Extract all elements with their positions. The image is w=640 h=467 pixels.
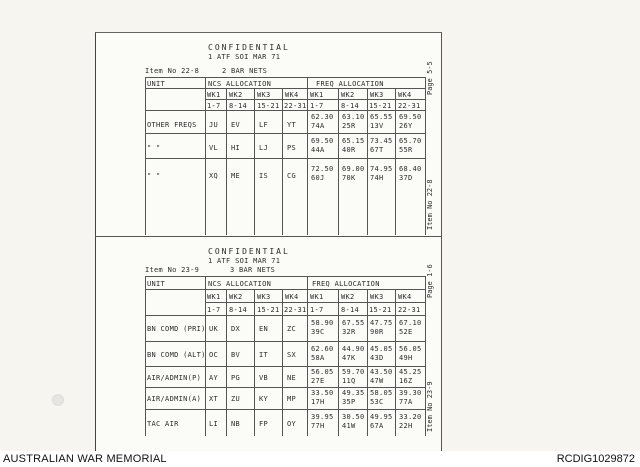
upper-row2-freq3: 73.45 67T xyxy=(370,137,393,154)
upper-col-ncs: NCS ALLOCATION xyxy=(208,80,272,88)
lower-row1-unit: BN COMD (PRI) xyxy=(147,325,206,333)
upper-row2-ncs1: VL xyxy=(209,144,219,152)
upper-freq-wk1: WK1 xyxy=(310,91,324,99)
lower-row4-unit: AIR/ADMIN(A) xyxy=(147,395,202,403)
upper-ncs-range3: 15-21 xyxy=(257,102,280,110)
section-divider xyxy=(95,236,441,237)
lower-ncs-wk4: WK4 xyxy=(285,293,299,301)
lower-freq-range3: 15-21 xyxy=(369,306,392,314)
lower-subtitle: 1 ATF SOI MAR 71 xyxy=(208,257,281,265)
upper-subtitle: 1 ATF SOI MAR 71 xyxy=(208,53,281,61)
lower-row2-ncs4: SX xyxy=(287,351,297,359)
upper-row1-ncs1: JU xyxy=(209,121,219,129)
lower-row4-ncs2: ZU xyxy=(231,395,241,403)
lower-row5-ncs3: FP xyxy=(259,420,269,428)
lower-row1-ncs4: ZC xyxy=(287,325,297,333)
upper-freq-range4: 22-31 xyxy=(398,102,421,110)
upper-freq-wk4: WK4 xyxy=(398,91,412,99)
lower-row1-freq4: 67.10 52E xyxy=(399,319,422,336)
lower-col-unit: UNIT xyxy=(147,280,166,288)
lower-row3-unit: AIR/ADMIN(P) xyxy=(147,374,202,382)
lower-row5-freq1: 39.95 77H xyxy=(311,413,334,430)
upper-row1-freq4: 69.50 26Y xyxy=(399,113,422,130)
lower-row2-ncs3: IT xyxy=(259,351,269,359)
upper-freq-wk3: WK3 xyxy=(370,91,384,99)
lower-net-title: 3 BAR NETS xyxy=(230,266,276,274)
lower-row5-ncs1: LI xyxy=(209,420,219,428)
lower-row4-ncs1: XT xyxy=(209,395,219,403)
lower-row4-freq4: 39.30 77A xyxy=(399,389,422,406)
lower-row1-freq2: 67.55 32R xyxy=(342,319,365,336)
upper-row1-ncs2: EV xyxy=(231,121,241,129)
lower-row1-freq3: 47.75 90R xyxy=(370,319,393,336)
upper-row2-freq4: 65.70 55R xyxy=(399,137,422,154)
lower-row4-ncs3: KY xyxy=(259,395,269,403)
lower-row5-ncs2: NB xyxy=(231,420,241,428)
upper-freq-wk2: WK2 xyxy=(341,91,355,99)
lower-ncs-range1: 1-7 xyxy=(207,306,221,314)
lower-ncs-range4: 22-31 xyxy=(284,306,307,314)
upper-row3-ncs4: CG xyxy=(287,172,297,180)
upper-row3-unit: " " xyxy=(147,172,161,180)
footer-source: AUSTRALIAN WAR MEMORIAL xyxy=(3,453,167,465)
upper-row2-ncs3: LJ xyxy=(259,144,269,152)
upper-col-freq: FREQ ALLOCATION xyxy=(316,80,384,88)
upper-title: CONFIDENTIAL xyxy=(208,43,290,52)
upper-row3-ncs3: IS xyxy=(259,172,269,180)
lower-freq-range2: 8-14 xyxy=(341,306,360,314)
upper-row1-freq1: 62.30 74A xyxy=(311,113,334,130)
lower-row3-freq3: 43.50 47W xyxy=(370,368,393,385)
lower-row4-freq2: 49.35 35P xyxy=(342,389,365,406)
lower-row3-ncs4: NE xyxy=(287,374,297,382)
upper-row1-unit: OTHER FREQS xyxy=(147,121,197,129)
lower-row5-unit: TAC AIR xyxy=(147,420,179,428)
lower-item-no: Item No 23-9 xyxy=(145,266,200,274)
upper-ncs-wk3: WK3 xyxy=(257,91,271,99)
upper-freq-range2: 8-14 xyxy=(341,102,360,110)
punch-hole xyxy=(52,394,64,406)
lower-row3-ncs2: PG xyxy=(231,374,241,382)
lower-freq-wk1: WK1 xyxy=(310,293,324,301)
upper-row3-freq2: 69.00 70K xyxy=(342,165,365,182)
upper-row1-ncs4: YT xyxy=(287,121,297,129)
upper-ncs-range4: 22-31 xyxy=(284,102,307,110)
upper-ncs-range2: 8-14 xyxy=(229,102,248,110)
lower-side-item: Item No 23-9 xyxy=(426,381,434,432)
lower-row5-freq4: 33.20 22H xyxy=(399,413,422,430)
lower-ncs-wk2: WK2 xyxy=(229,293,243,301)
upper-row1-ncs3: LF xyxy=(259,121,269,129)
footer-id: RCDIG1029872 xyxy=(556,453,635,465)
upper-row2-ncs2: HI xyxy=(231,144,241,152)
lower-row2-unit: BN COMD (ALT) xyxy=(147,351,206,359)
upper-ncs-range1: 1-7 xyxy=(207,102,221,110)
lower-ncs-wk3: WK3 xyxy=(257,293,271,301)
upper-freq-range3: 15-21 xyxy=(369,102,392,110)
lower-freq-range1: 1-7 xyxy=(310,306,324,314)
lower-row4-freq3: 58.05 53C xyxy=(370,389,393,406)
lower-row3-freq2: 59.70 11Q xyxy=(342,368,365,385)
lower-row2-ncs1: OC xyxy=(209,351,219,359)
upper-ncs-wk1: WK1 xyxy=(207,91,221,99)
lower-freq-wk2: WK2 xyxy=(341,293,355,301)
upper-item-no: Item No 22-8 xyxy=(145,67,200,75)
upper-ncs-wk4: WK4 xyxy=(285,91,299,99)
lower-row4-freq1: 33.50 17H xyxy=(311,389,334,406)
upper-row3-freq4: 68.40 37D xyxy=(399,165,422,182)
upper-ncs-wk2: WK2 xyxy=(229,91,243,99)
lower-page-marker: Page 1-6 xyxy=(426,264,434,298)
lower-ncs-range2: 8-14 xyxy=(229,306,248,314)
lower-freq-wk3: WK3 xyxy=(370,293,384,301)
lower-row1-freq1: 58.90 39C xyxy=(311,319,334,336)
lower-row5-freq2: 30.50 41W xyxy=(342,413,365,430)
lower-row3-ncs1: AY xyxy=(209,374,219,382)
lower-row2-freq3: 45.05 43D xyxy=(370,345,393,362)
upper-row2-freq2: 65.15 40R xyxy=(342,137,365,154)
upper-row2-freq1: 69.50 44A xyxy=(311,137,334,154)
lower-row2-freq1: 62.60 58A xyxy=(311,345,334,362)
lower-row5-freq3: 49.95 67A xyxy=(370,413,393,430)
upper-row1-freq3: 65.55 13V xyxy=(370,113,393,130)
lower-freq-range4: 22-31 xyxy=(398,306,421,314)
lower-ncs-wk1: WK1 xyxy=(207,293,221,301)
lower-row2-freq4: 56.05 49H xyxy=(399,345,422,362)
lower-col-freq: FREQ ALLOCATION xyxy=(312,280,380,288)
upper-row3-ncs2: ME xyxy=(231,172,241,180)
lower-row3-freq1: 56.05 27E xyxy=(311,368,334,385)
lower-row2-ncs2: BV xyxy=(231,351,241,359)
upper-row3-freq1: 72.50 60J xyxy=(311,165,334,182)
upper-row2-unit: " " xyxy=(147,144,161,152)
lower-row1-ncs3: EN xyxy=(259,325,269,333)
lower-row2-freq2: 44.90 47K xyxy=(342,345,365,362)
upper-row2-ncs4: PS xyxy=(287,144,297,152)
upper-row3-freq3: 74.95 74H xyxy=(370,165,393,182)
lower-row3-ncs3: VB xyxy=(259,374,269,382)
lower-ncs-range3: 15-21 xyxy=(257,306,280,314)
page-marker: Page 5-5 xyxy=(426,61,434,95)
upper-row3-ncs1: XQ xyxy=(209,172,219,180)
lower-title: CONFIDENTIAL xyxy=(208,247,290,256)
upper-net-title: 2 BAR NETS xyxy=(222,67,268,75)
lower-freq-wk4: WK4 xyxy=(398,293,412,301)
lower-row1-ncs2: DX xyxy=(231,325,241,333)
lower-row5-ncs4: OY xyxy=(287,420,297,428)
lower-row1-ncs1: UK xyxy=(209,325,219,333)
upper-side-item: Item No 22-8 xyxy=(426,179,434,230)
upper-col-unit: UNIT xyxy=(147,80,166,88)
lower-col-ncs: NCS ALLOCATION xyxy=(208,280,272,288)
lower-row4-ncs4: MP xyxy=(287,395,297,403)
lower-row3-freq4: 45.25 16Z xyxy=(399,368,422,385)
upper-row1-freq2: 63.10 25R xyxy=(342,113,365,130)
upper-freq-range1: 1-7 xyxy=(310,102,324,110)
